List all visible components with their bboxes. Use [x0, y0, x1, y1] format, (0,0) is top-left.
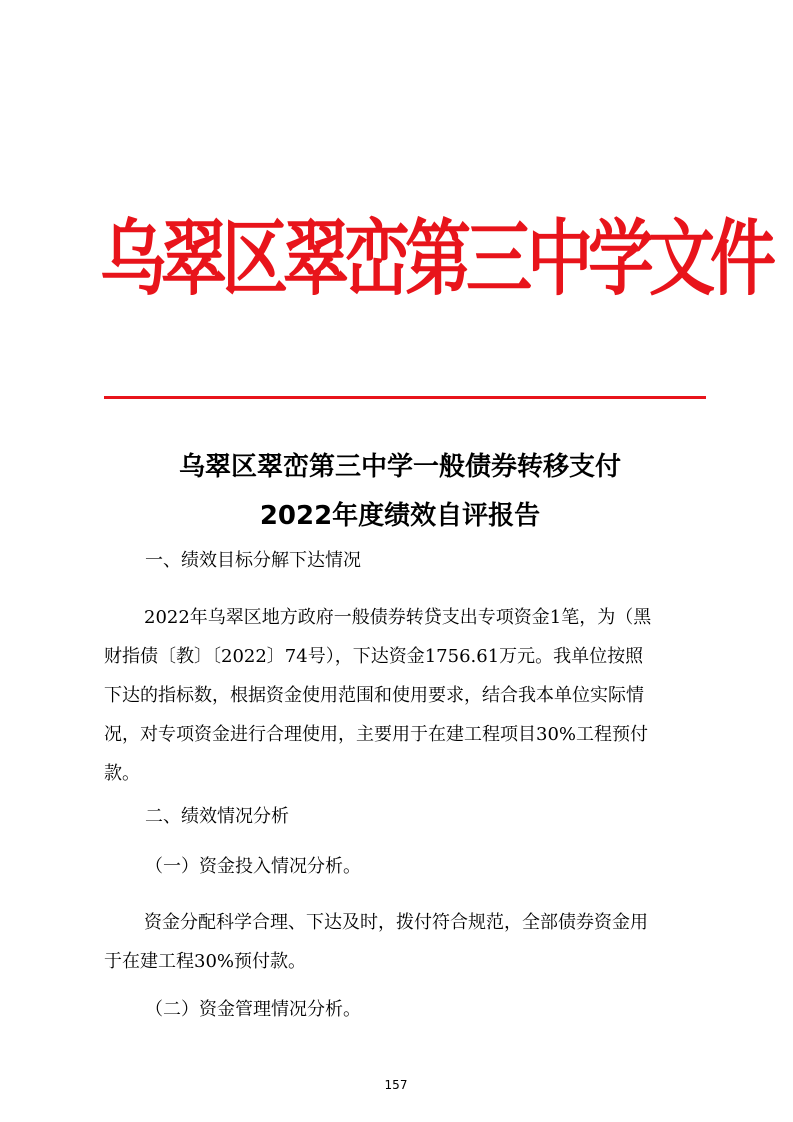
subsection-heading-2: （二）资金管理情况分析。 — [145, 999, 361, 1020]
org-header-title: 乌翠区翠峦第三中学文件 — [100, 209, 771, 307]
red-divider-line — [104, 396, 706, 399]
paragraph-line: 下达的指标数，根据资金使用范围和使用要求，结合我本单位实际情 — [104, 685, 644, 706]
section-1-paragraph — [104, 598, 704, 793]
paragraph-line: 款。 — [104, 763, 140, 784]
paragraph-line: 财指债〔教〕〔2022〕74号），下达资金1756.61万元。我单位按照 — [104, 646, 644, 667]
subsection-1-paragraph — [104, 903, 704, 981]
section-heading-1: 一、绩效目标分解下达情况 — [145, 550, 361, 571]
paragraph-line: 于在建工程30%预付款。 — [104, 951, 307, 972]
page-number: 157 — [384, 1078, 408, 1092]
subsection-heading-1: （一）资金投入情况分析。 — [145, 856, 361, 877]
paragraph-line: 况，对专项资金进行合理使用，主要用于在建工程项目30%工程预付 — [104, 724, 649, 745]
section-heading-2: 二、绩效情况分析 — [145, 806, 289, 827]
paragraph-line: 2022年乌翠区地方政府一般债券转贷支出专项资金1笔，为（黑 — [144, 607, 652, 628]
report-title-line-1: 乌翠区翠峦第三中学一般债券转移支付 — [178, 452, 621, 482]
paragraph-line: 资金分配科学合理、下达及时，拨付符合规范，全部债券资金用 — [144, 912, 648, 933]
report-title-line-2: 2022年度绩效自评报告 — [259, 501, 541, 531]
